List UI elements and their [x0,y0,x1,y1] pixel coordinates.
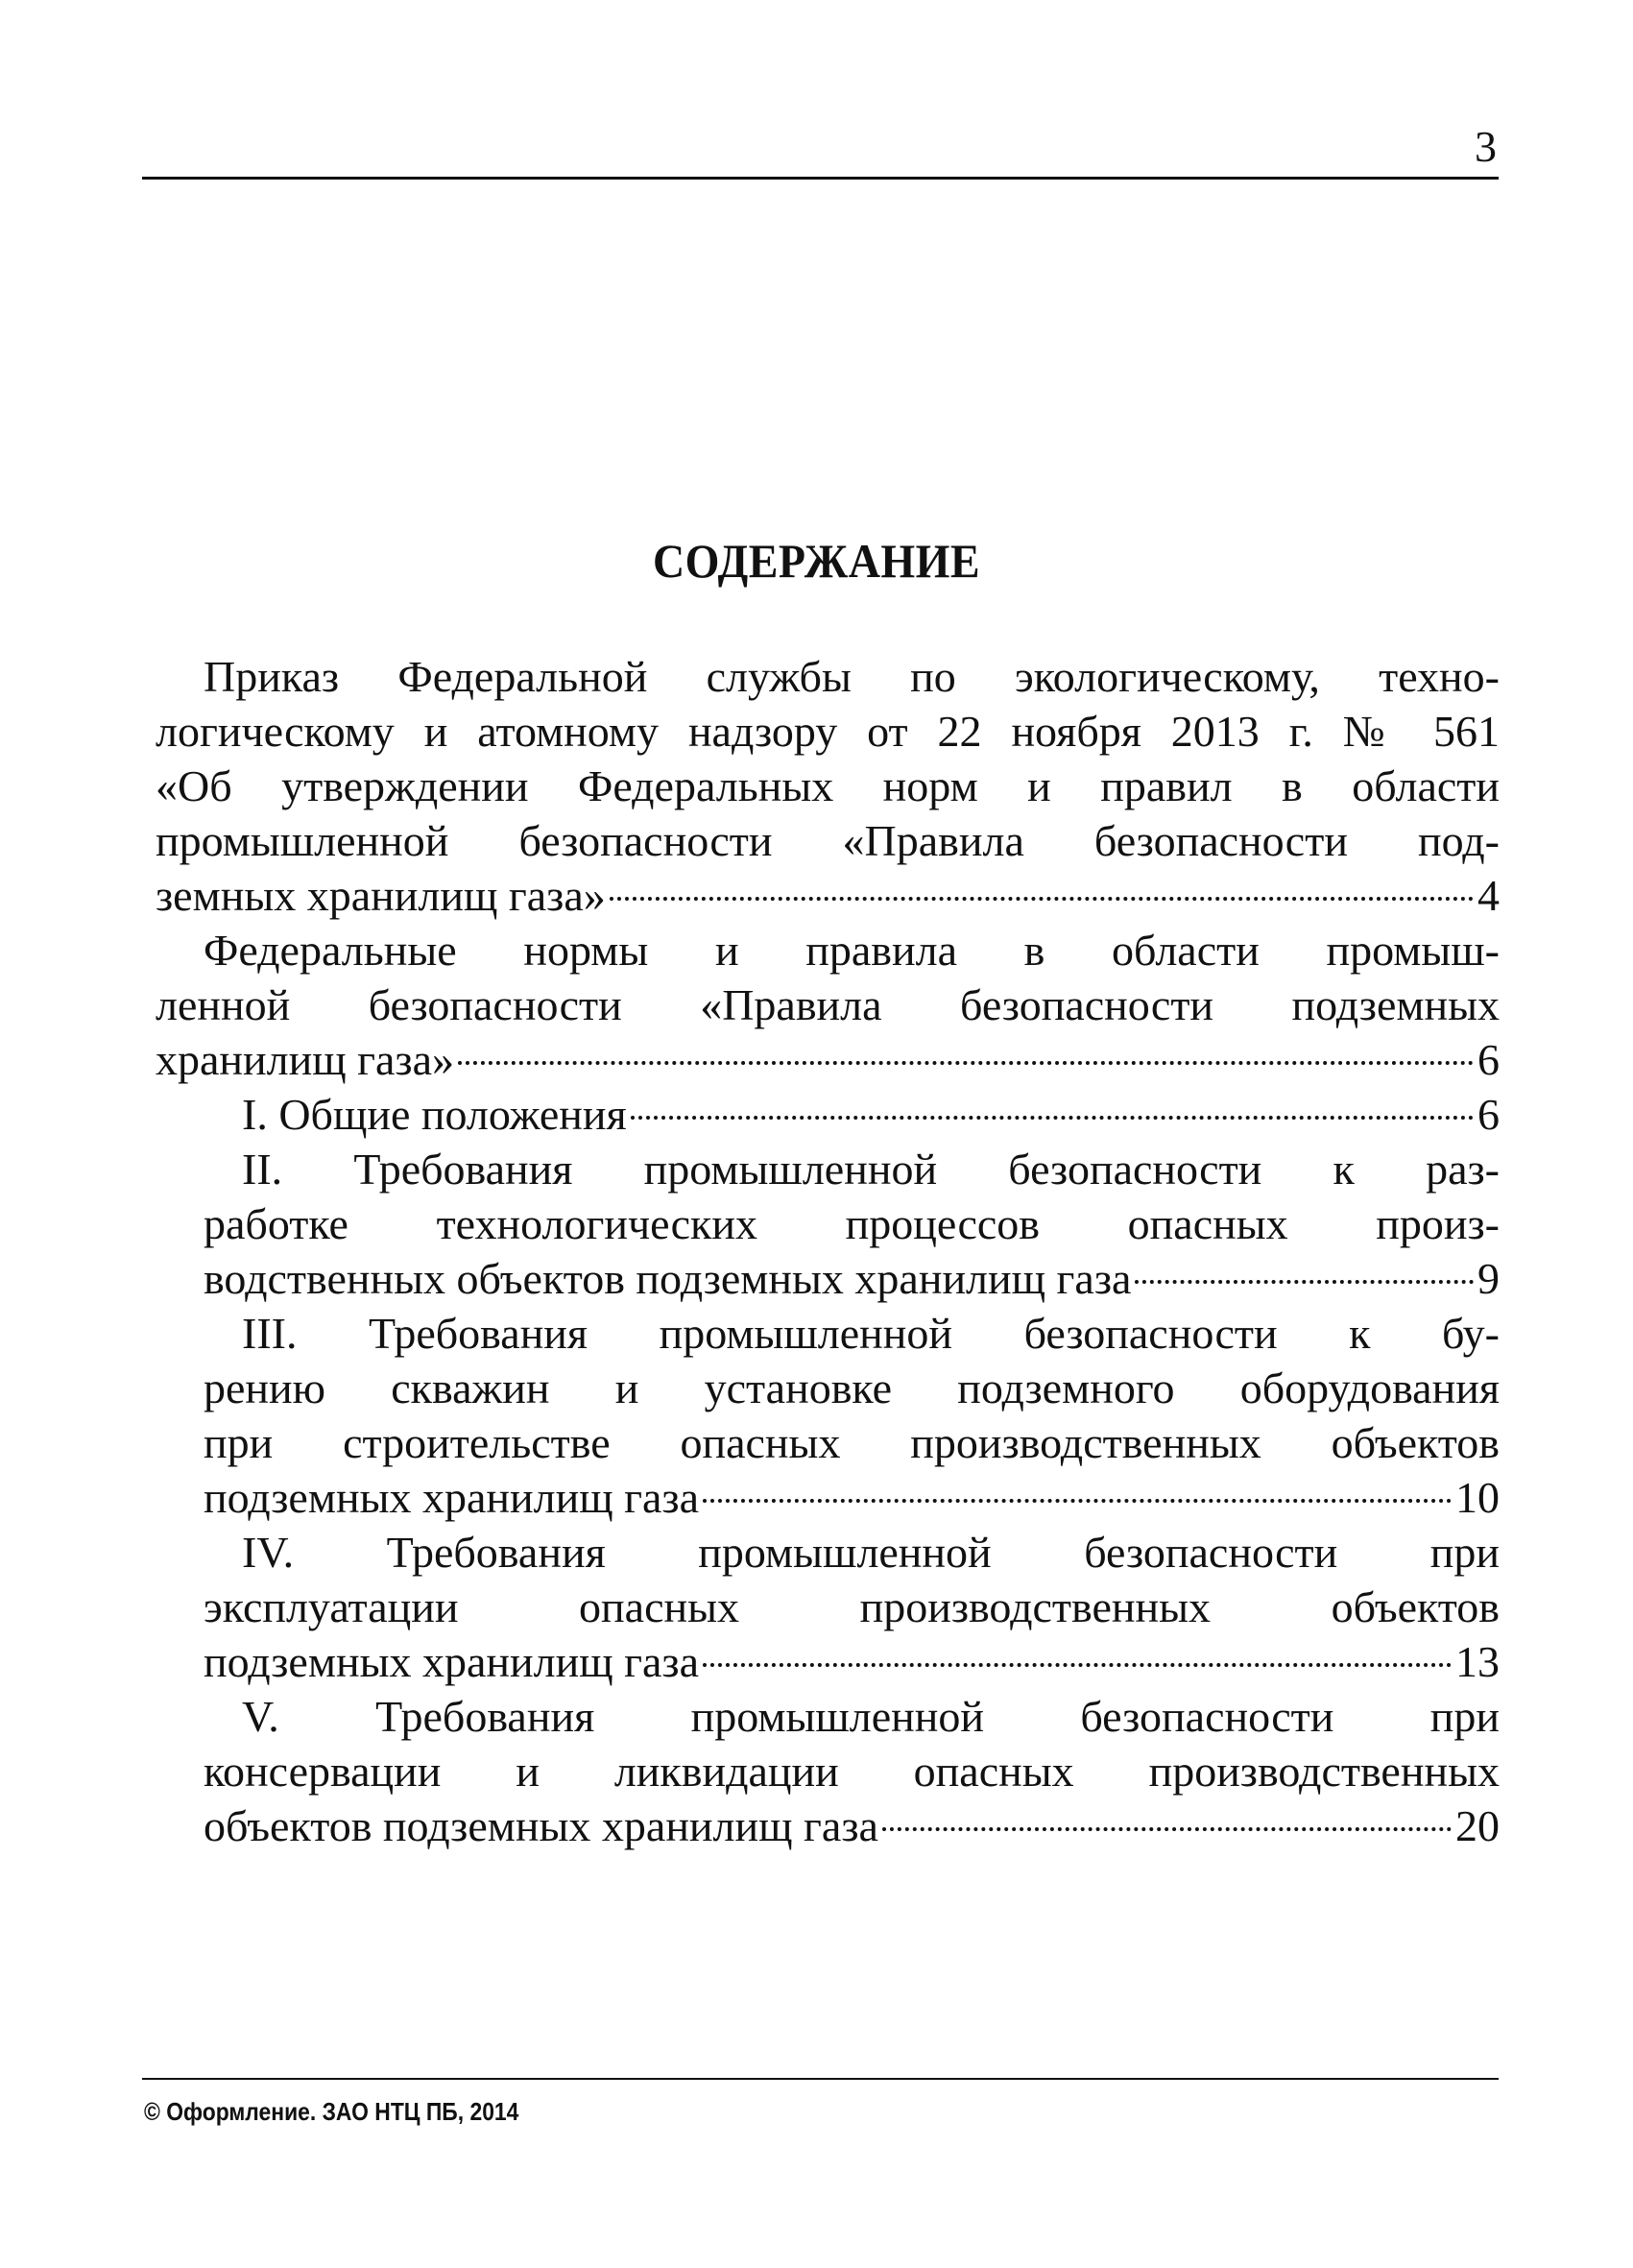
table-of-contents [156,649,1500,1853]
toc-entry-section-2[interactable] [204,1142,1500,1306]
dot-leader [610,897,1474,901]
dot-leader [703,1663,1452,1667]
toc-entry-text: подземных хранилищ газа [204,1637,699,1686]
toc-page-number: 13 [1455,1637,1500,1686]
toc-entry-line: рению скважин и установке подземного оборудования [204,1363,1500,1412]
copyright-footer: © Оформление. ЗАО НТЦ ПБ, 2014 [144,2097,519,2126]
toc-entry-line: промышленной безопасности «Правила безопасности под- [156,816,1500,865]
toc-page-number: 6 [1477,1035,1500,1084]
toc-entry-line: Федеральные нормы и правила в области промыш- [204,926,1500,975]
toc-entry-line: Приказ Федеральной службы по экологическому, техно- [204,652,1500,701]
page-title: СОДЕРЖАНИЕ [652,534,981,588]
toc-entry-line: при строительстве опасных производственных объектов [204,1418,1500,1467]
toc-entry-order[interactable] [156,649,1500,923]
toc-entry-text: подземных хранилищ газа [204,1473,699,1522]
toc-entry-line: ленной безопасности «Правила безопасности подземных [156,980,1500,1029]
toc-entry-last-line [156,1032,1500,1087]
dot-leader [631,1116,1474,1120]
dot-leader [882,1827,1452,1831]
toc-entry-section-1[interactable] [242,1087,1500,1142]
dot-leader [703,1499,1452,1503]
toc-entry-last-line [242,1087,1500,1142]
toc-entry-federal-rules[interactable] [156,923,1500,1087]
toc-entry-line: IV. Требования промышленной безопасности при [242,1528,1500,1577]
toc-entry-line: работке технологических процессов опасных произ- [204,1199,1500,1248]
toc-entry-last-line [204,1470,1500,1525]
toc-page-number: 6 [1477,1090,1500,1139]
toc-entry-last-line [204,1251,1500,1306]
toc-page-number: 4 [1477,871,1500,920]
toc-entry-text: объектов подземных хранилищ газа [204,1801,878,1850]
footer-rule [142,2078,1499,2080]
toc-entry-line: консервации и ликвидации опасных производственных [204,1747,1500,1796]
toc-entry-line: эксплуатации опасных производственных объектов [204,1582,1500,1631]
toc-page-number: 20 [1455,1801,1500,1850]
toc-page-number: 9 [1477,1254,1500,1303]
toc-entry-last-line [204,1798,1500,1853]
toc-page-number: 10 [1455,1473,1500,1522]
toc-entry-text: земных хранилищ газа» [156,871,606,920]
toc-entry-last-line [156,868,1500,923]
toc-entry-section-3[interactable] [204,1306,1500,1525]
toc-entry-line: «Об утверждении Федеральных норм и правил в области [156,761,1500,810]
toc-entry-line: логическому и атомному надзору от 22 ноября 2013 г. № 561 [156,707,1500,756]
toc-entry-text: водственных объектов подземных хранилищ газа [204,1254,1132,1303]
toc-entry-line: II. Требования промышленной безопасности к раз- [242,1145,1500,1194]
toc-entry-line: III. Требования промышленной безопасности к бу- [242,1309,1500,1358]
toc-entry-text: I. Общие положения [242,1090,627,1139]
toc-entry-last-line [204,1634,1500,1689]
toc-entry-line: V. Требования промышленной безопасности при [242,1692,1500,1741]
page-number: 3 [1475,122,1497,171]
dot-leader [458,1061,1474,1065]
toc-entry-section-5[interactable] [204,1689,1500,1853]
toc-entry-text: хранилищ газа» [156,1035,455,1084]
header-rule [142,177,1499,180]
toc-entry-section-4[interactable] [204,1525,1500,1689]
dot-leader [1135,1280,1474,1284]
